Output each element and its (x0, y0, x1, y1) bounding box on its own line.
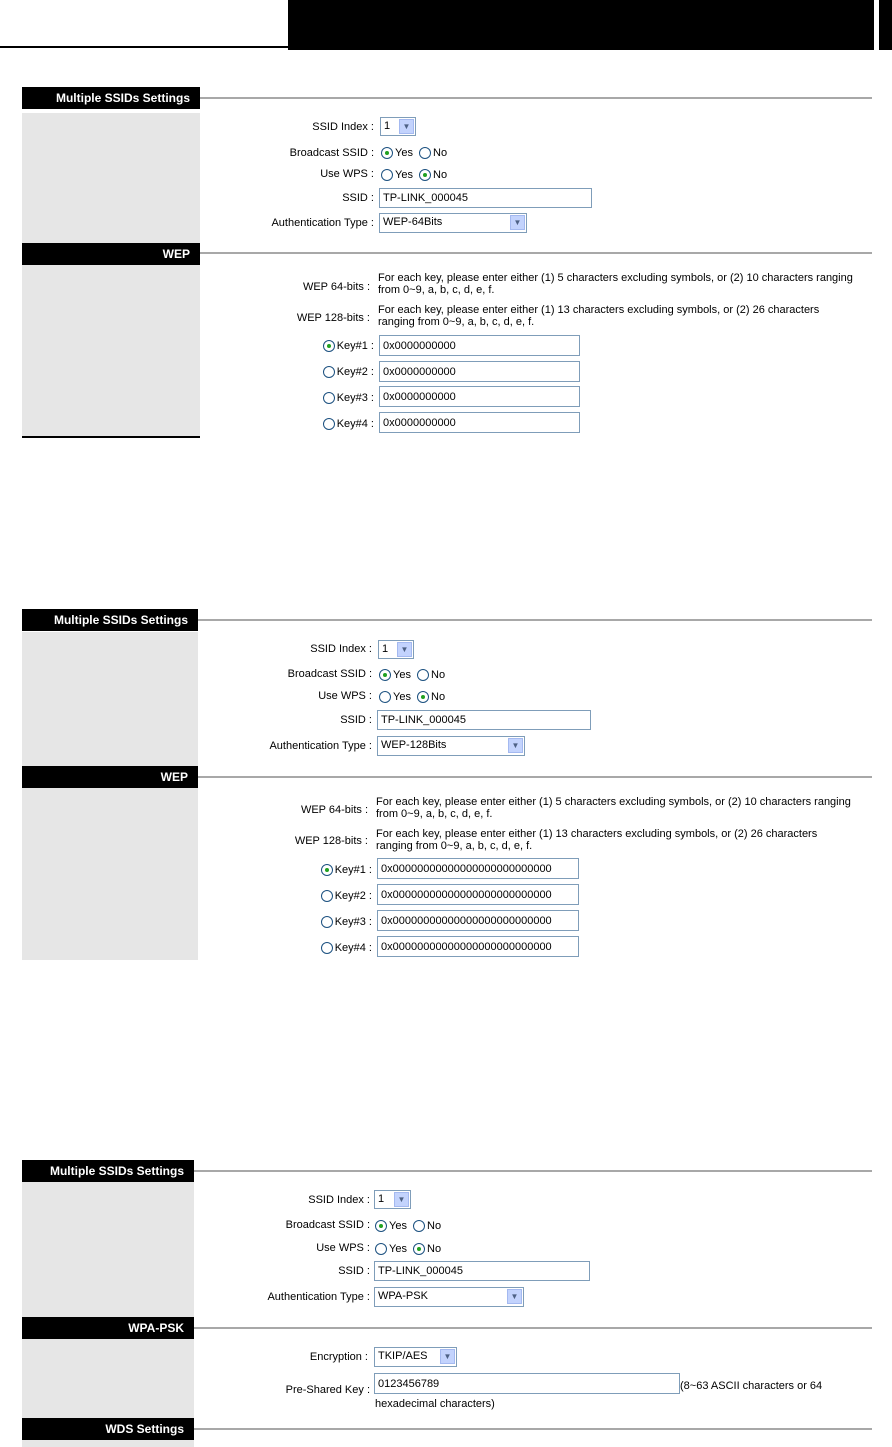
section-divider (200, 97, 872, 99)
broadcast-no-radio[interactable] (417, 669, 429, 681)
authentication-type-label: Authentication Type : (271, 217, 374, 229)
no-label: No (431, 691, 446, 704)
key2-label: Key#2 : (336, 366, 374, 378)
broadcast-no-radio[interactable] (419, 147, 431, 159)
authentication-type-select[interactable] (377, 736, 525, 756)
section-header-wds-settings: WDS Settings (22, 1418, 194, 1440)
top-banner (0, 0, 892, 50)
key4-input[interactable] (377, 936, 579, 957)
ssid-index-value: 1 (384, 120, 391, 132)
key3-label: Key#3 : (334, 916, 372, 928)
wps-no-radio[interactable] (413, 1243, 425, 1255)
encryption-label: Encryption : (309, 1351, 368, 1363)
no-label: No (427, 1220, 442, 1233)
authentication-type-value: WEP-64Bits (383, 216, 443, 228)
section-header-wpa-psk: WPA-PSK (22, 1317, 194, 1339)
side-column (22, 632, 198, 960)
ssid-input[interactable] (374, 1261, 590, 1281)
wep64-label: WEP 64-bits : (300, 804, 368, 816)
ssid-index-select[interactable] (380, 117, 416, 136)
key2-row (321, 889, 372, 903)
key1-label: Key#1 : (334, 864, 372, 876)
wps-yes-radio[interactable] (379, 691, 391, 703)
yes-label: Yes (395, 147, 413, 160)
yes-label: Yes (393, 669, 411, 682)
key1-input[interactable] (379, 335, 580, 356)
use-wps-radios (379, 690, 448, 704)
section-divider (198, 776, 872, 778)
broadcast-yes-radio[interactable] (379, 669, 391, 681)
use-wps-label: Use WPS : (320, 168, 374, 180)
broadcast-ssid-radios (375, 1219, 444, 1233)
key1-radio[interactable] (321, 864, 333, 876)
header-black-bar (288, 0, 874, 50)
broadcast-yes-radio[interactable] (375, 1220, 387, 1232)
side-column (22, 1181, 194, 1447)
ssid-index-value: 1 (378, 1193, 385, 1205)
ssid-label: SSID : (340, 714, 372, 726)
section-divider (198, 619, 872, 621)
section-header-multiple-ssids: Multiple SSIDs Settings (22, 609, 198, 631)
chevron-down-icon: ▼ (394, 1192, 409, 1207)
psk-hint-line1: (8~63 ASCII characters or 64 (680, 1380, 823, 1392)
no-label: No (433, 147, 448, 160)
key1-radio[interactable] (323, 340, 335, 352)
section-header-multiple-ssids: Multiple SSIDs Settings (22, 87, 200, 109)
no-label: No (427, 1243, 442, 1256)
no-label: No (431, 669, 446, 682)
key4-radio[interactable] (321, 942, 333, 954)
key3-input[interactable] (377, 910, 579, 931)
chevron-down-icon: ▼ (507, 1289, 522, 1304)
header-black-end (879, 0, 892, 50)
broadcast-ssid-label: Broadcast SSID : (287, 668, 372, 680)
ssid-input[interactable] (377, 710, 591, 730)
broadcast-yes-radio[interactable] (381, 147, 393, 159)
authentication-type-value: WEP-128Bits (381, 739, 447, 751)
authentication-type-value: WPA-PSK (378, 1290, 428, 1302)
pre-shared-key-input[interactable] (374, 1373, 680, 1394)
section-divider (194, 1428, 872, 1430)
key4-row (323, 417, 374, 431)
key4-row (321, 941, 372, 955)
chevron-down-icon: ▼ (397, 642, 412, 657)
key3-row (321, 915, 372, 929)
key3-input[interactable] (379, 386, 580, 407)
key4-label: Key#4 : (336, 418, 374, 430)
key3-label: Key#3 : (336, 392, 374, 404)
chevron-down-icon: ▼ (510, 215, 525, 230)
pre-shared-key-label: Pre-Shared Key : (285, 1384, 370, 1396)
ssid-label: SSID : (338, 1265, 370, 1277)
use-wps-radios (381, 168, 450, 182)
broadcast-ssid-radios (381, 146, 450, 160)
wps-yes-radio[interactable] (381, 169, 393, 181)
key2-input[interactable] (377, 884, 579, 905)
wep64-description: For each key, please enter either (1) 5 characters excluding symbols, or (2) 10 characters ranging from 0~9, a, b, c, d, e, f. (376, 796, 851, 820)
broadcast-ssid-label: Broadcast SSID : (285, 1219, 370, 1231)
yes-label: Yes (389, 1220, 407, 1233)
section-divider (200, 252, 872, 254)
wps-yes-radio[interactable] (375, 1243, 387, 1255)
side-column (22, 113, 200, 438)
key3-radio[interactable] (323, 392, 335, 404)
psk-hint-line2: hexadecimal characters) (375, 1398, 495, 1410)
use-wps-label: Use WPS : (316, 1242, 370, 1254)
key4-radio[interactable] (323, 418, 335, 430)
key4-input[interactable] (379, 412, 580, 433)
wep64-label: WEP 64-bits : (302, 281, 370, 293)
authentication-type-label: Authentication Type : (267, 1291, 370, 1303)
ssid-index-select[interactable] (374, 1190, 411, 1209)
chevron-down-icon: ▼ (399, 119, 414, 134)
key1-input[interactable] (377, 858, 579, 879)
wep128-description: For each key, please enter either (1) 13 characters excluding symbols, or (2) 26 characters ranging from 0~9, a, b, c, d, e, f. (376, 828, 818, 852)
wep128-description: For each key, please enter either (1) 13 characters excluding symbols, or (2) 26 characters ranging from 0~9, a, b, c, d, e, f. (378, 304, 820, 328)
key2-radio[interactable] (323, 366, 335, 378)
ssid-input[interactable] (379, 188, 592, 208)
key2-input[interactable] (379, 361, 580, 382)
ssid-index-select[interactable] (378, 640, 414, 659)
key2-radio[interactable] (321, 890, 333, 902)
broadcast-ssid-label: Broadcast SSID : (289, 147, 374, 159)
yes-label: Yes (389, 1243, 407, 1256)
key3-radio[interactable] (321, 916, 333, 928)
use-wps-radios (375, 1242, 444, 1256)
key4-label: Key#4 : (334, 942, 372, 954)
broadcast-no-radio[interactable] (413, 1220, 425, 1232)
ssid-index-label: SSID Index : (310, 643, 372, 655)
authentication-type-select[interactable] (379, 213, 527, 233)
wep128-label: WEP 128-bits : (294, 835, 368, 847)
key1-row (321, 863, 372, 877)
no-label: No (433, 169, 448, 182)
ssid-index-label: SSID Index : (312, 121, 374, 133)
chevron-down-icon: ▼ (440, 1349, 455, 1364)
key3-row (323, 391, 374, 405)
authentication-type-label: Authentication Type : (269, 740, 372, 752)
section-divider (194, 1327, 872, 1329)
chevron-down-icon: ▼ (508, 738, 523, 753)
use-wps-label: Use WPS : (318, 690, 372, 702)
key2-row (323, 365, 374, 379)
authentication-type-select[interactable] (374, 1287, 524, 1307)
ssid-label: SSID : (342, 192, 374, 204)
header-underline (0, 46, 288, 48)
wps-no-radio[interactable] (419, 169, 431, 181)
wep64-description: For each key, please enter either (1) 5 characters excluding symbols, or (2) 10 characters ranging from 0~9, a, b, c, d, e, f. (378, 272, 853, 296)
ssid-index-value: 1 (382, 643, 389, 655)
section-header-wep: WEP (22, 766, 198, 788)
section-divider (194, 1170, 872, 1172)
wps-no-radio[interactable] (417, 691, 429, 703)
yes-label: Yes (393, 691, 411, 704)
encryption-select[interactable] (374, 1347, 457, 1367)
section-header-wep: WEP (22, 243, 200, 265)
encryption-value: TKIP/AES (378, 1350, 428, 1362)
wep128-label: WEP 128-bits : (296, 312, 370, 324)
broadcast-ssid-radios (379, 668, 448, 682)
key1-row (323, 339, 374, 353)
ssid-index-label: SSID Index : (308, 1194, 370, 1206)
key2-label: Key#2 : (334, 890, 372, 902)
section-header-multiple-ssids: Multiple SSIDs Settings (22, 1160, 194, 1182)
key1-label: Key#1 : (336, 340, 374, 352)
yes-label: Yes (395, 169, 413, 182)
